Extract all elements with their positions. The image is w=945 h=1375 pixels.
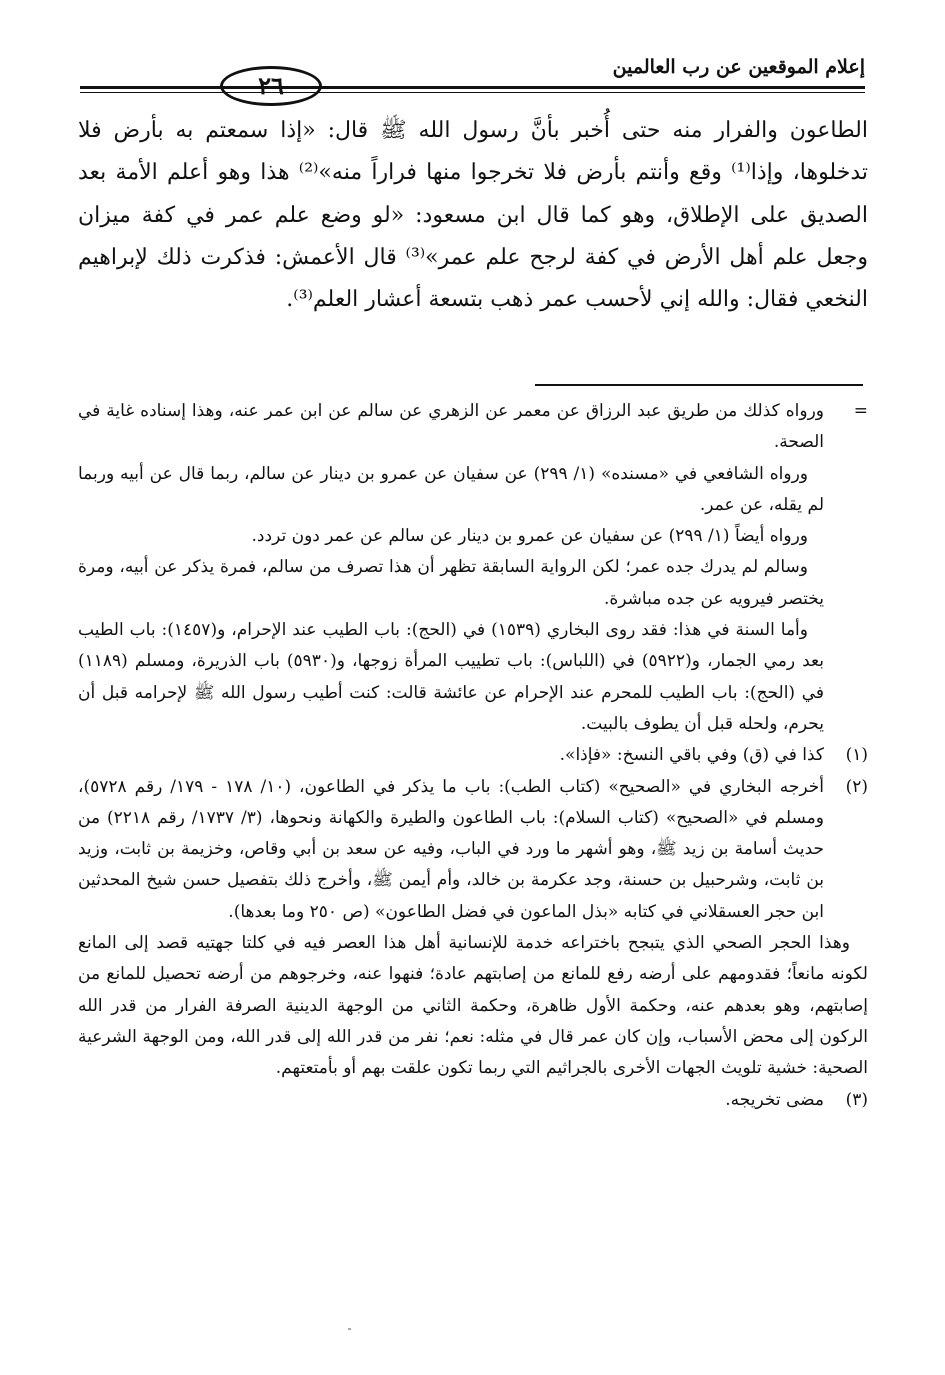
footnote-text: أخرجه البخاري في «الصحيح» (كتاب الطب): باب ما يذكر في الطاعون، (١٠/ ١٧٨ - ١٧٩/ رقم ٥٧٢٨)، ومسلم في «الصحيح» (كتاب السلام): باب الطاعون والطيرة والكهانة ونحوها، (٣/ ١٧٣٧/ رقم ٢٢١٨) من حديث أسامة بن زيد ﷺ، وهو أشهر ما ورد في الباب، وفيه عن سعد بن أبي وقاص، وخزيمة بن ثابت، وزيد بن ثابت، وشرحبيل بن حسنة، وجد عكرمة بن خالد، وأم أيمن ﷺ، وأخرج ذلك بتفصيل حسن شيخ المحدثين ابن حجر العسقلاني في كتابه «بذل الماعون في فضل الطاعون» (ص ٢٥٠ وما بعدها).	[78, 776, 824, 922]
footnote-paragraph: وسالم لم يدرك جده عمر؛ لكن الرواية السابقة تظهر أن هذا تصرف من سالم، فمرة يذكر عن أبيه، ومرة يختصر فيرويه عن جده مباشرة.	[78, 557, 824, 609]
footnote-continuation	[78, 459, 868, 522]
footnote-paragraph: ورواه أيضاً (١/ ٢٩٩) عن سفيان عن عمرو بن دينار عن سالم عن عمر دون تردد.	[251, 526, 808, 547]
footnote-number: (١)	[845, 745, 868, 766]
footnote-text: كذا في (ق) وفي باقي النسخ: «فإذا».	[559, 745, 824, 766]
footnotes	[78, 396, 868, 1116]
footnote-item	[78, 772, 868, 928]
footnote-tail-paragraph: وهذا الحجر الصحي الذي يتبجح باختراعه خدمة للإنسانية أهل هذا العصر فيه في كلتا جهتيه قصد إلى المانع لكونه مانعاً؛ فقدومهم على أرضه رفع للمانع من إصابتهم عادة؛ فنهوا عنه، وخرجوهم من أرضه تحصيل للمانع من إصابتهم، وهو بعدهم عنه، وحكمة الأول ظاهرة، وحكمة الثاني من الوجهة الدينية الصرفة الفرار من قدر الله الركون إلى محض الأسباب، وإن كان عمر قال في مثله: نعم؛ نفر من قدر الله إلى قدر الله، ومن الوجهة الشرعية الصحية: خشية تلويث الجهات الأخرى بالجراثيم التي ربما تكون علقت بهم أو بأمتعتهم.	[78, 933, 868, 1079]
scan-speck	[348, 1328, 351, 1330]
footnote-paragraph: وأما السنة في هذا: فقد روى البخاري (١٥٣٩) في (الحج): باب الطيب عند الإحرام، و(١٤٥٧): باب الطيب بعد رمي الجمار، و(٥٩٢٢) في (اللباس): باب تطييب المرأة زوجها، و(٥٩٣٠) باب الذريرة، ومسلم (١١٨٩) في (الحج): باب الطيب للمحرم عند الإحرام عن عائشة قالت: كنت أطيب رسول الله ﷺ لإحرامه قبل أن يحرم، ولحله قبل أن يطوف بالبيت.	[78, 620, 824, 734]
continuation-marker: =	[853, 401, 868, 421]
header-rule-thick	[80, 86, 865, 89]
footnote-continuation	[78, 552, 868, 615]
footnote-continuation	[78, 521, 868, 552]
book-title: إعلام الموقعين عن رب العالمين	[612, 56, 865, 78]
footnote-item	[78, 740, 868, 771]
footnote-separator	[535, 384, 863, 386]
page-header	[80, 56, 865, 96]
header-rule-thin	[80, 92, 865, 93]
footnote-paragraph: ورواه كذلك من طريق عبد الرزاق عن معمر عن الزهري عن سالم عن ابن عمر عنه، وهذا إسناده غاية في الصحة.	[78, 401, 824, 453]
footnote-number: (٣)	[845, 1089, 868, 1110]
footnote-item	[78, 1085, 868, 1116]
footnote-continuation	[78, 396, 868, 459]
main-text	[78, 110, 868, 321]
footnote-continuation	[78, 615, 868, 740]
footnote-paragraph: ورواه الشافعي في «مسنده» (١/ ٢٩٩) عن سفيان عن عمرو بن دينار عن سالم، ربما قال عن أبيه وربما لم يقله، عن عمر.	[78, 463, 824, 515]
footnote-text: مضى تخريجه.	[725, 1089, 824, 1110]
main-paragraph: الطاعون والفرار منه حتى أُخبر بأنَّ رسول الله ﷺ قال: «إذا سمعتم به بأرض فلا تدخلوها، وإذا⁽¹⁾ وقع وأنتم بأرض فلا تخرجوا منها فراراً منه»⁽²⁾ هذا وهو أعلم الأمة بعد الصديق على الإطلاق، وهو كما قال ابن مسعود: «لو وضع علم عمر في كفة ميزان وجعل علم أهل الأرض في كفة لرجح علم عمر»⁽³⁾ قال الأعمش: فذكرت ذلك لإبراهيم النخعي فقال: والله إني لأحسب عمر ذهب بتسعة أعشار العلم⁽³⁾.	[78, 118, 868, 313]
footnote-number: (٢)	[845, 776, 868, 797]
